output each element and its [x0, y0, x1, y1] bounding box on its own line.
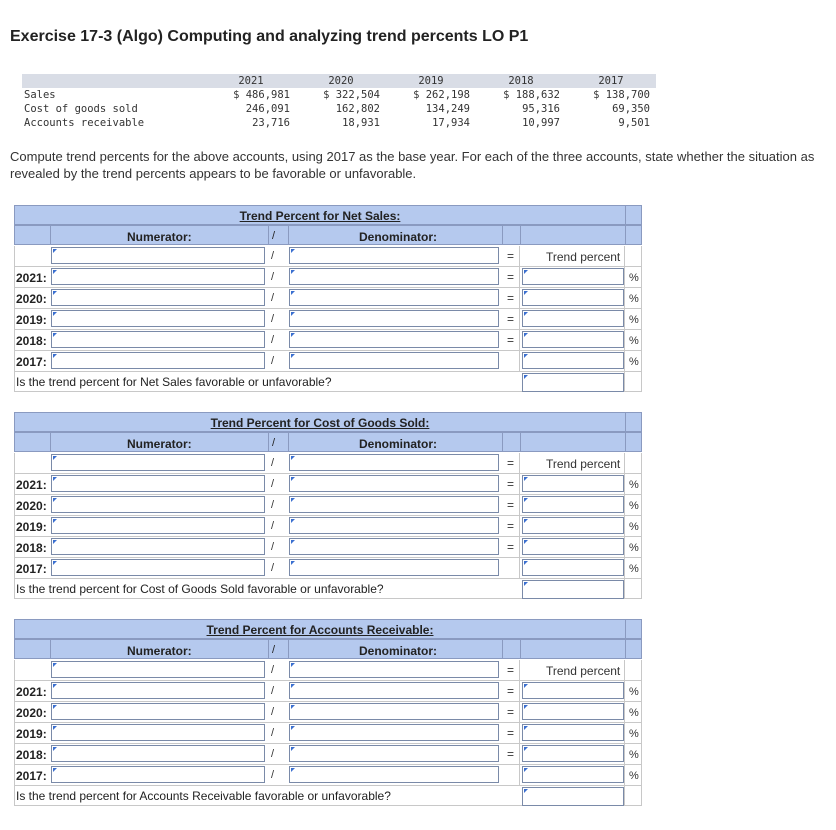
table-cell: $ 486,981: [233, 89, 290, 101]
slash-symbol: /: [271, 541, 275, 553]
trend-percent-header: Trend percent: [546, 664, 621, 678]
slash-symbol: /: [271, 271, 275, 283]
table-row: [14, 744, 642, 765]
table-cell: $ 322,504: [323, 89, 380, 101]
table-cell: 17,934: [432, 117, 470, 129]
equals-symbol: =: [507, 291, 515, 305]
numerator-input[interactable]: [51, 559, 265, 576]
table-cell: 95,316: [522, 103, 560, 115]
table-row: [14, 495, 642, 516]
percent-symbol: %: [629, 356, 639, 368]
row-label: Cost of goods sold: [24, 103, 138, 115]
trend-percent-header: Trend percent: [546, 457, 621, 471]
section-title: Trend Percent for Net Sales:: [239, 209, 401, 223]
favorability-select[interactable]: [522, 373, 624, 392]
denominator-input[interactable]: [289, 517, 499, 534]
slash-symbol: /: [271, 727, 275, 739]
numerator-input[interactable]: [51, 745, 265, 762]
denominator-input[interactable]: [289, 247, 499, 264]
equals-symbol: =: [507, 684, 515, 698]
trend-section: [14, 205, 642, 392]
table-row: [14, 558, 642, 579]
year-label: 2021:: [16, 685, 47, 699]
table-cell: 246,091: [245, 103, 290, 115]
denominator-input[interactable]: [289, 745, 499, 762]
trend-percent-input[interactable]: [522, 352, 624, 369]
row-label: Accounts receivable: [24, 117, 145, 129]
trend-percent-input[interactable]: [522, 766, 624, 783]
slash-symbol: /: [271, 769, 275, 781]
ar-row: [22, 116, 656, 130]
table-cell: 18,931: [342, 117, 380, 129]
denominator-input[interactable]: [289, 454, 499, 471]
trend-percent-header: Trend percent: [546, 250, 621, 264]
numerator-label: Numerator:: [127, 230, 192, 244]
year-label: 2019:: [16, 313, 47, 327]
trend-percent-input[interactable]: [522, 268, 624, 285]
equals-symbol: =: [507, 312, 515, 326]
column-header-bar: [14, 432, 642, 452]
column-header-bar: [14, 225, 642, 245]
percent-symbol: %: [629, 500, 639, 512]
numerator-input[interactable]: [51, 310, 265, 327]
year-label: 2017:: [16, 562, 47, 576]
denominator-label: Denominator:: [359, 644, 437, 658]
denominator-input[interactable]: [289, 724, 499, 741]
slash-symbol: /: [272, 644, 276, 656]
denominator-input[interactable]: [289, 682, 499, 699]
formula-row: [14, 453, 642, 474]
table-cell: 69,350: [612, 103, 650, 115]
numerator-input[interactable]: [51, 724, 265, 741]
numerator-input[interactable]: [51, 289, 265, 306]
slash-symbol: /: [271, 748, 275, 760]
numerator-input[interactable]: [51, 682, 265, 699]
trend-percent-input[interactable]: [522, 475, 624, 492]
table-row: [14, 351, 642, 372]
denominator-input[interactable]: [289, 268, 499, 285]
numerator-input[interactable]: [51, 538, 265, 555]
trend-percent-input[interactable]: [522, 703, 624, 720]
cogs-row: [22, 102, 656, 116]
denominator-input[interactable]: [289, 352, 499, 369]
trend-percent-input[interactable]: [522, 289, 624, 306]
formula-row: [14, 246, 642, 267]
instructions: Compute trend percents for the above accounts, using 2017 as the base year. For each of the three accounts, state whether the situation as revealed by the trend percents appears to be favorable or unfavorable.: [10, 149, 815, 181]
percent-symbol: %: [629, 479, 639, 491]
favorability-question: Is the trend percent for Net Sales favorable or unfavorable?: [16, 375, 332, 389]
trend-percent-input[interactable]: [522, 496, 624, 513]
percent-symbol: %: [629, 314, 639, 326]
year-label: 2020:: [16, 292, 47, 306]
slash-symbol: /: [271, 334, 275, 346]
page-title: Exercise 17-3 (Algo) Computing and analyzing trend percents LO P1: [10, 28, 529, 45]
trend-percent-input[interactable]: [522, 559, 624, 576]
year-label: 2020:: [16, 706, 47, 720]
equals-symbol: =: [507, 519, 515, 533]
table-row: [14, 537, 642, 558]
year-label: 2017:: [16, 769, 47, 783]
table-row: [14, 330, 642, 351]
section-title-bar: [14, 412, 642, 432]
favorability-row: [14, 786, 642, 806]
numerator-label: Numerator:: [127, 644, 192, 658]
numerator-input[interactable]: [51, 331, 265, 348]
equals-symbol: =: [507, 726, 515, 740]
slash-symbol: /: [271, 562, 275, 574]
equals-symbol: =: [507, 477, 515, 491]
account-data-table: [22, 74, 656, 130]
denominator-input[interactable]: [289, 289, 499, 306]
row-label: Sales: [24, 89, 56, 101]
table-row: [14, 702, 642, 723]
table-row: [14, 309, 642, 330]
denominator-input[interactable]: [289, 766, 499, 783]
favorability-question: Is the trend percent for Cost of Goods Sold favorable or unfavorable?: [16, 582, 384, 596]
percent-symbol: %: [629, 335, 639, 347]
section-title: Trend Percent for Cost of Goods Sold:: [210, 416, 430, 430]
slash-symbol: /: [271, 313, 275, 325]
table-row: [14, 267, 642, 288]
table-cell: 134,249: [425, 103, 470, 115]
equals-symbol: =: [507, 705, 515, 719]
slash-symbol: /: [271, 685, 275, 697]
denominator-input[interactable]: [289, 331, 499, 348]
numerator-input[interactable]: [51, 496, 265, 513]
slash-symbol: /: [271, 664, 275, 676]
year-label: 2021:: [16, 271, 47, 285]
equals-symbol: =: [507, 249, 515, 263]
slash-symbol: /: [271, 355, 275, 367]
year-label: 2021:: [16, 478, 47, 492]
denominator-input[interactable]: [289, 703, 499, 720]
numerator-input[interactable]: [51, 661, 265, 678]
numerator-input[interactable]: [51, 766, 265, 783]
table-cell: $ 188,632: [503, 89, 560, 101]
numerator-input[interactable]: [51, 268, 265, 285]
slash-symbol: /: [271, 706, 275, 718]
year-label: 2020:: [16, 499, 47, 513]
slash-symbol: /: [272, 437, 276, 449]
percent-symbol: %: [629, 770, 639, 782]
table-row: [14, 681, 642, 702]
trend-percent-input[interactable]: [522, 517, 624, 534]
percent-symbol: %: [629, 563, 639, 575]
denominator-label: Denominator:: [359, 230, 437, 244]
percent-symbol: %: [629, 749, 639, 761]
trend-percent-input[interactable]: [522, 724, 624, 741]
slash-symbol: /: [271, 499, 275, 511]
trend-percent-input[interactable]: [522, 538, 624, 555]
table-cell: $ 138,700: [593, 89, 650, 101]
percent-symbol: %: [629, 707, 639, 719]
trend-percent-input[interactable]: [522, 745, 624, 762]
section-title-bar: [14, 619, 642, 639]
table-cell: $ 262,198: [413, 89, 470, 101]
year-header: 2020: [296, 74, 386, 88]
trend-percent-input[interactable]: [522, 310, 624, 327]
table-row: [14, 723, 642, 744]
section-title-bar: [14, 205, 642, 225]
numerator-label: Numerator:: [127, 437, 192, 451]
denominator-input[interactable]: [289, 310, 499, 327]
percent-symbol: %: [629, 542, 639, 554]
equals-symbol: =: [507, 540, 515, 554]
trend-section: [14, 619, 642, 806]
slash-symbol: /: [271, 520, 275, 532]
table-row: [14, 516, 642, 537]
numerator-input[interactable]: [51, 475, 265, 492]
denominator-input[interactable]: [289, 538, 499, 555]
trend-section: [14, 412, 642, 599]
table-cell: 10,997: [522, 117, 560, 129]
numerator-input[interactable]: [51, 454, 265, 471]
slash-symbol: /: [271, 292, 275, 304]
slash-symbol: /: [271, 457, 275, 469]
numerator-input[interactable]: [51, 247, 265, 264]
favorability-row: [14, 372, 642, 392]
table-row: [14, 765, 642, 786]
percent-symbol: %: [629, 686, 639, 698]
year-label: 2019:: [16, 727, 47, 741]
year-label: 2017:: [16, 355, 47, 369]
table-cell: 23,716: [252, 117, 290, 129]
trend-percent-input[interactable]: [522, 331, 624, 348]
year-header-row: [22, 74, 656, 88]
section-title: Trend Percent for Accounts Receivable:: [206, 623, 434, 637]
sales-row: [22, 88, 656, 102]
percent-symbol: %: [629, 521, 639, 533]
slash-symbol: /: [272, 230, 276, 242]
slash-symbol: /: [271, 478, 275, 490]
column-header-bar: [14, 639, 642, 659]
numerator-input[interactable]: [51, 517, 265, 534]
year-label: 2019:: [16, 520, 47, 534]
denominator-label: Denominator:: [359, 437, 437, 451]
equals-symbol: =: [507, 498, 515, 512]
year-label: 2018:: [16, 748, 47, 762]
favorability-select[interactable]: [522, 580, 624, 599]
table-row: [14, 288, 642, 309]
denominator-input[interactable]: [289, 559, 499, 576]
equals-symbol: =: [507, 456, 515, 470]
trend-percent-input[interactable]: [522, 682, 624, 699]
table-row: [14, 474, 642, 495]
equals-symbol: =: [507, 333, 515, 347]
equals-symbol: =: [507, 663, 515, 677]
formula-row: [14, 660, 642, 681]
year-header: 2021: [206, 74, 296, 88]
year-header: 2019: [386, 74, 476, 88]
percent-symbol: %: [629, 293, 639, 305]
denominator-input[interactable]: [289, 475, 499, 492]
year-label: 2018:: [16, 334, 47, 348]
favorability-row: [14, 579, 642, 599]
numerator-input[interactable]: [51, 703, 265, 720]
favorability-question: Is the trend percent for Accounts Receivable favorable or unfavorable?: [16, 789, 391, 803]
table-cell: 162,802: [335, 103, 380, 115]
year-header: 2017: [566, 74, 656, 88]
table-cell: 9,501: [618, 117, 650, 129]
year-header: 2018: [476, 74, 566, 88]
year-label: 2018:: [16, 541, 47, 555]
equals-symbol: =: [507, 270, 515, 284]
equals-symbol: =: [507, 747, 515, 761]
percent-symbol: %: [629, 728, 639, 740]
numerator-input[interactable]: [51, 352, 265, 369]
slash-symbol: /: [271, 250, 275, 262]
denominator-input[interactable]: [289, 496, 499, 513]
percent-symbol: %: [629, 272, 639, 284]
denominator-input[interactable]: [289, 661, 499, 678]
favorability-select[interactable]: [522, 787, 624, 806]
